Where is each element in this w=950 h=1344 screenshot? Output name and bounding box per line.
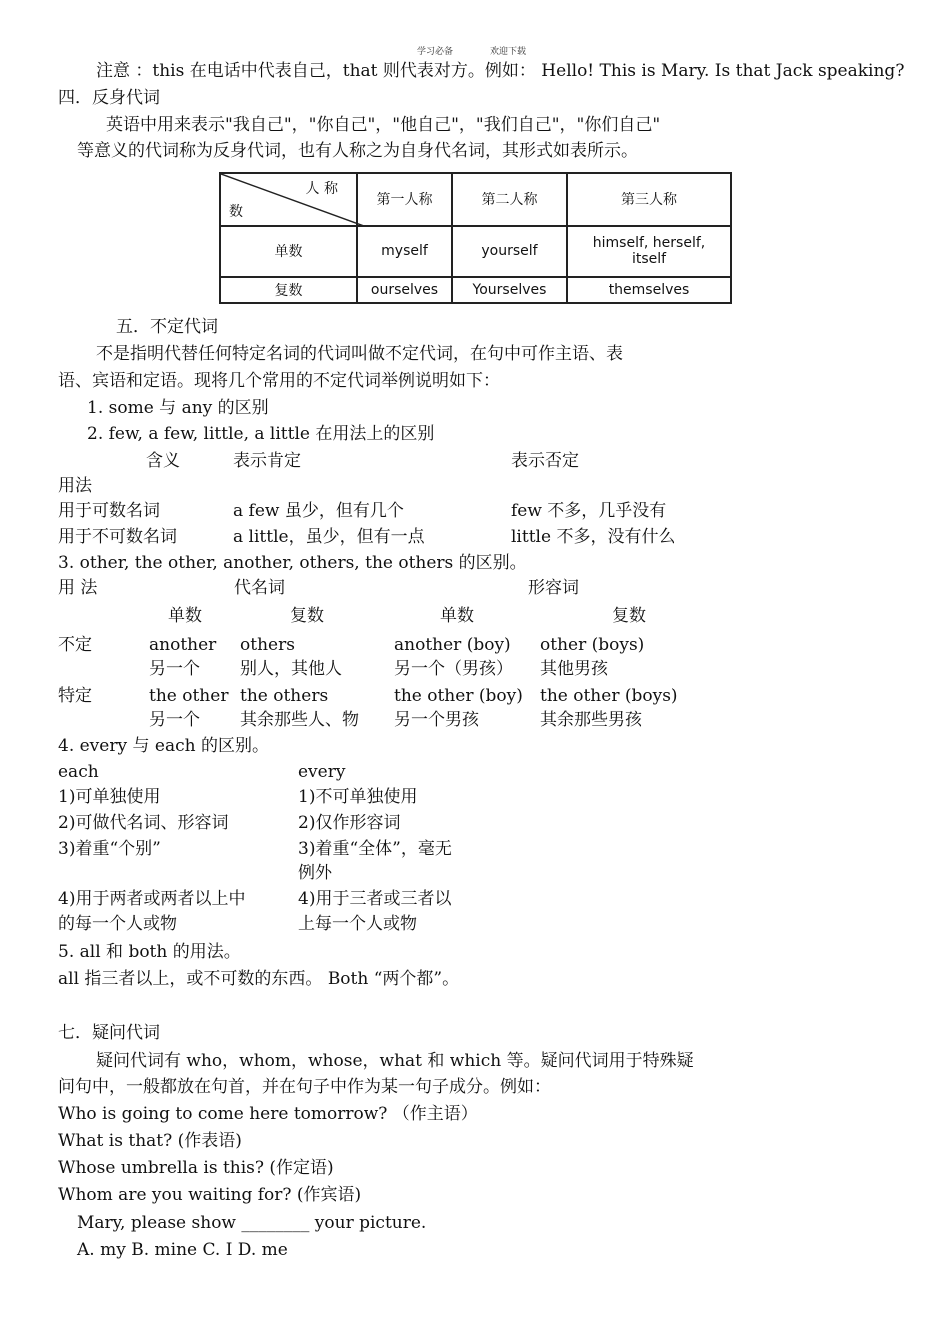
- other-definite-cell: the others: [240, 686, 329, 706]
- cell-ourselves: ourselves: [357, 277, 452, 303]
- cell-yourselves: Yourselves: [452, 277, 567, 303]
- section5-heading: 五．不定代词: [116, 317, 218, 337]
- other-indefinite-cell: another (boy): [394, 635, 511, 655]
- every-point-4-line2: 上每一个人或物: [298, 914, 417, 934]
- other-definite-cell: the other (boy): [394, 686, 523, 706]
- few-row2-label: 用于不可数名词: [58, 527, 177, 547]
- each-point-3: 3)着重“个别”: [58, 839, 161, 859]
- section5-item-5: 5. all 和 both 的用法。: [58, 942, 241, 962]
- few-row1-positive: a few 虽少，但有几个: [233, 501, 404, 521]
- every-point-3-line1: 3)着重“全体”，毫无: [298, 839, 452, 859]
- section4-para-2: 等意义的代词称为反身代词，也有人称之为自身代名词，其形式如表所示。: [77, 141, 638, 161]
- example-3: Whose umbrella is this? (作定语): [58, 1158, 334, 1178]
- every-point-4-line1: 4)用于三者或三者以: [298, 889, 452, 909]
- few-header-meaning: 含义: [146, 451, 180, 471]
- example-1: Who is going to come here tomorrow? （作主语）: [58, 1104, 478, 1124]
- other-indefinite-cell: other (boys): [540, 635, 645, 655]
- other-indefinite-cn: 另一个（男孩）: [394, 659, 513, 679]
- few-row2-negative: little 不多，没有什么: [511, 527, 676, 547]
- every-point-3-line2: 例外: [298, 863, 332, 883]
- every-heading: every: [298, 762, 346, 782]
- few-header-positive: 表示肯定: [233, 451, 301, 471]
- other-definite-cn: 另一个: [149, 710, 200, 730]
- other-definite-label: 特定: [58, 686, 92, 706]
- cell-myself: myself: [357, 226, 452, 277]
- few-header-negative: 表示否定: [511, 451, 579, 471]
- section7-heading: 七．疑问代词: [58, 1023, 160, 1043]
- each-heading: each: [58, 762, 99, 782]
- other-definite-cn: 其余那些男孩: [540, 710, 642, 730]
- other-indefinite-cn: 另一个: [149, 659, 200, 679]
- reflexive-pronoun-table: [219, 172, 732, 304]
- other-definite-cell: the other (boys): [540, 686, 678, 706]
- cell-third-singular: [567, 226, 731, 277]
- other-header-plural-2: 复数: [612, 606, 646, 626]
- few-row2-positive: a little，虽少，但有一点: [233, 527, 425, 547]
- each-point-4-line1: 4)用于两者或两者以上中: [58, 889, 246, 909]
- other-header-singular-1: 单数: [168, 606, 202, 626]
- cell-third-singular-line1: himself, herself,: [592, 235, 706, 252]
- other-header-usage: 用 法: [58, 578, 98, 598]
- section7-para-2: 问句中，一般都放在句首，并在句子中作为某一句子成分。例如：: [58, 1077, 551, 1097]
- note-line: 注意 ：this 在电话中代表自己，that 则代表对方。例如： Hello! This is Mary. Is that Jack speaking?: [96, 61, 905, 81]
- section5-item-5-text: all 指三者以上，或不可数的东西。 Both “两个都”。: [58, 969, 460, 989]
- example-2: What is that? (作表语): [58, 1131, 242, 1151]
- header-third-person: 第三人称: [567, 173, 731, 226]
- section5-para-2: 语、宾语和定语。现将几个常用的不定代词举例说明如下：: [58, 371, 500, 391]
- section4-para-1: 英语中用来表示"我自己"，"你自己"，"他自己"，"我们自己"，"你们自己": [106, 115, 661, 135]
- other-indefinite-cn: 其他男孩: [540, 659, 608, 679]
- other-indefinite-cell: others: [240, 635, 295, 655]
- section5-para-1: 不是指明代替任何特定名词的代词叫做不定代词，在句中可作主语、表: [96, 344, 623, 364]
- section4-heading: 四．反身代词: [58, 88, 160, 108]
- header-first-person: 第一人称: [357, 173, 452, 226]
- each-point-2: 2)可做代名词、形容词: [58, 813, 229, 833]
- other-header-plural-1: 复数: [290, 606, 324, 626]
- cell-yourself: yourself: [452, 226, 567, 277]
- section5-item-4: 4. every 与 each 的区别。: [58, 736, 269, 756]
- every-point-1: 1)不可单独使用: [298, 787, 418, 807]
- other-indefinite-label: 不定: [58, 635, 92, 655]
- corner-top-label: 人 称: [305, 181, 338, 197]
- header-second-person: 第二人称: [452, 173, 567, 226]
- section5-item-1: 1. some 与 any 的区别: [87, 398, 269, 418]
- other-definite-cell: the other: [149, 686, 229, 706]
- each-point-1: 1)可单独使用: [58, 787, 161, 807]
- other-definite-cn: 其余那些人、物: [240, 710, 359, 730]
- few-row1-negative: few 不多，几乎没有: [511, 501, 667, 521]
- header-right: 欢迎下载: [490, 47, 527, 57]
- example-4: Whom are you waiting for? (作宾语): [58, 1185, 362, 1205]
- table-corner-cell: [220, 173, 357, 226]
- few-row1-label: 用于可数名词: [58, 501, 160, 521]
- each-point-4-line2: 的每一个人或物: [58, 914, 177, 934]
- exercise-options: A. my B. mine C. I D. me: [77, 1240, 288, 1260]
- other-header-adjective: 形容词: [528, 578, 579, 598]
- cell-third-singular-line2: itself: [631, 251, 667, 268]
- other-indefinite-cell: another: [149, 635, 217, 655]
- section5-item-2: 2. few, a few, little, a little 在用法上的区别: [87, 424, 435, 444]
- other-header-singular-2: 单数: [440, 606, 474, 626]
- cell-themselves: themselves: [567, 277, 731, 303]
- corner-bottom-label: 数: [229, 203, 243, 220]
- exercise-question: Mary, please show ________ your picture.: [77, 1213, 427, 1233]
- every-point-2: 2)仅作形容词: [298, 813, 401, 833]
- row-singular-label: 单数: [220, 226, 357, 277]
- section7-para-1: 疑问代词有 who，whom，whose，what 和 which 等。疑问代词用于特殊疑: [96, 1051, 694, 1071]
- few-header-usage: 用法: [58, 476, 92, 496]
- other-definite-cn: 另一个男孩: [394, 710, 479, 730]
- header-left: 学习必备: [417, 47, 454, 57]
- row-plural-label: 复数: [220, 277, 357, 303]
- section5-item-3: 3. other, the other, another, others, the others 的区别。: [58, 553, 527, 573]
- other-header-pronoun: 代名词: [234, 578, 285, 598]
- other-indefinite-cn: 别人，其他人: [240, 659, 342, 679]
